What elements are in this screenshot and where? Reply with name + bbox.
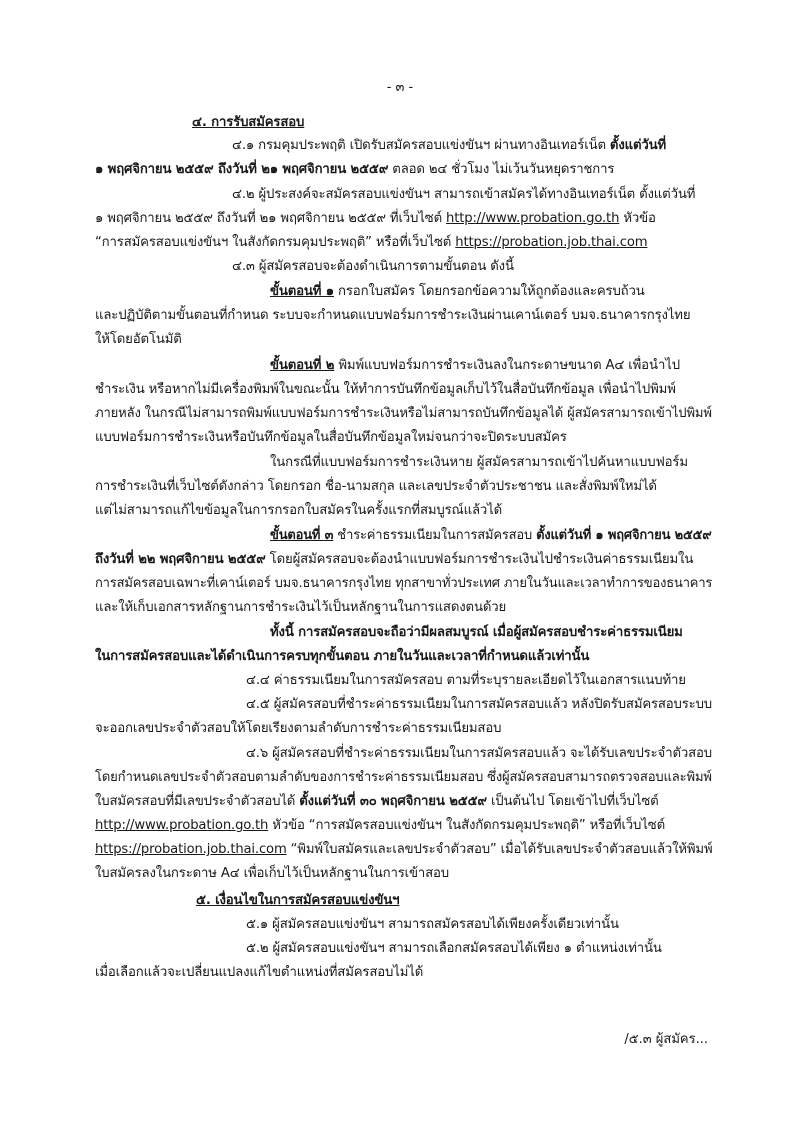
- step-1-line-3: ให้โดยอัตโนมัติ: [95, 332, 182, 347]
- step-2-line-3: ภายหลัง ในกรณีไม่สามารถพิมพ์แบบฟอร์มการชำระเงินหรือไม่สามารถบันทึกข้อมูลได้ ผู้สมัครสามารถเข้าไปพิมพ์: [95, 406, 712, 421]
- para-4-5-line-1: ๔.๕ ผู้สมัครสอบที่ชำระค่าธรรมเนียมในการสมัครสอบแล้ว หลังปิดรับสมัครสอบระบบ: [246, 697, 713, 712]
- step-3-line-2: ถึงวันที่ ๒๒ พฤศจิกายน ๒๕๕๙ โดยผู้สมัครสอบจะต้องนำแบบฟอร์มการชำระเงินไปชำระเงินค่าธรรมเนียมใน: [95, 552, 694, 567]
- para-4-1-line-2: ๑ พฤศจิกายน ๒๕๕๙ ถึงวันที่ ๒๑ พฤศจิกายน ๒๕๕๙ ตลอด ๒๔ ชั่วโมง ไม่เว้นวันหยุดราชการ: [95, 162, 615, 177]
- para-4-6-line-2: โดยกำหนดเลขประจำตัวสอบตามลำดับของการชำระค่าธรรมเนียมสอบ ซึ่งผู้สมัครสอบสามารถตรวจสอบและพิมพ์: [95, 770, 712, 785]
- job-thai-website-link-2[interactable]: https://probation.job.thai.com: [95, 842, 287, 857]
- step-3-line-3: การสมัครสอบเฉพาะที่เคาน์เตอร์ บมจ.ธนาคารกรุงไทย ทุกสาขาทั่วประเทศ ภายในวันและเวลาทำการของธนาคาร: [95, 576, 713, 591]
- para-4-2-line-2: ๑ พฤศจิกายน ๒๕๕๙ ถึงวันที่ ๒๑ พฤศจิกายน ๒๕๕๙ ที่เว็บไซต์ http://www.probation.go.th หัวข้อ: [95, 211, 656, 226]
- para-4-3-line-1: ๔.๓ ผู้สมัครสอบจะต้องดำเนินการตามขั้นตอน ดังนี้: [232, 259, 514, 274]
- lost-form-line-3: แต่ไม่สามารถแก้ไขข้อมูลในการกรอกใบสมัครในครั้งแรกที่สมบูรณ์แล้วได้: [95, 503, 503, 518]
- para-4-6-line-6: ใบสมัครลงในกระดาษ A๔ เพื่อเก็บไว้เป็นหลักฐานในการเข้าสอบ: [95, 866, 449, 881]
- section-5-title: ๕. เงื่อนไขในการสมัครสอบแข่งขันฯ: [196, 893, 400, 908]
- para-4-6-line-4: http://www.probation.go.th หัวข้อ “การสมัครสอบแข่งขันฯ ในสังกัดกรมคุมประพฤติ” หรือที่เว็บไซต์: [95, 818, 665, 833]
- step-1-line-1: ขั้นตอนที่ ๑ กรอกใบสมัคร โดยกรอกข้อความให้ถูกต้องและครบถ้วน: [270, 284, 645, 299]
- para-4-2-line-1: ๔.๒ ผู้ประสงค์จะสมัครสอบแข่งขันฯ สามารถเข้าสมัครได้ทางอินเทอร์เน็ต ตั้งแต่วันที่: [232, 187, 696, 202]
- section-4-title: ๔. การรับสมัครสอบ: [192, 115, 305, 130]
- probation-website-link-2[interactable]: http://www.probation.go.th: [95, 818, 269, 833]
- para-5-1: ๕.๑ ผู้สมัครสอบแข่งขันฯ สามารถสมัครสอบได้เพียงครั้งเดียวเท่านั้น: [246, 917, 619, 932]
- note-line-2: ในการสมัครสอบและได้ดำเนินการครบทุกขั้นตอน ภายในวันและเวลาที่กำหนดแล้วเท่านั้น: [95, 649, 590, 664]
- para-4-5-line-2: จะออกเลขประจำตัวสอบให้โดยเรียงตามลำดับการชำระค่าธรรมเนียมสอบ: [95, 721, 502, 736]
- note-line-1: ทั้งนี้ การสมัครสอบจะถือว่ามีผลสมบูรณ์ เมื่อผู้สมัครสอบชำระค่าธรรมเนียม: [270, 625, 683, 640]
- para-4-1-line-1: ๔.๑ กรมคุมประพฤติ เปิดรับสมัครสอบแข่งขันฯ ผ่านทางอินเทอร์เน็ต ตั้งแต่วันที่: [232, 138, 667, 153]
- job-thai-website-link[interactable]: https://probation.job.thai.com: [455, 235, 648, 250]
- para-4-6-line-5: https://probation.job.thai.com “พิมพ์ใบสมัครและเลขประจำตัวสอบ” เมื่อได้รับเลขประจำตัวสอบแล้วให้พิมพ์: [95, 842, 713, 857]
- para-4-6-line-3: ใบสมัครสอบที่มีเลขประจำตัวสอบได้ ตั้งแต่วันที่ ๓๐ พฤศจิกายน ๒๕๕๙ เป็นต้นไป โดยเข้าไปที่เว็บไซต์: [95, 794, 659, 809]
- para-4-6-line-1: ๔.๖ ผู้สมัครสอบที่ชำระค่าธรรมเนียมในการสมัครสอบแล้ว จะได้รับเลขประจำตัวสอบ: [246, 746, 712, 761]
- para-4-2-line-3: “การสมัครสอบแข่งขันฯ ในสังกัดกรมคุมประพฤติ” หรือที่เว็บไซต์ https://probation.job.thai.com: [95, 235, 648, 250]
- para-4-4: ๔.๔ ค่าธรรมเนียมในการสมัครสอบ ตามที่ระบุรายละเอียดไว้ในเอกสารแนบท้าย: [246, 673, 686, 688]
- page-number: - ๓ -: [386, 80, 414, 95]
- step-3-line-4: และให้เก็บเอกสารหลักฐานการชำระเงินไว้เป็นหลักฐานในการแสดงตนด้วย: [95, 600, 507, 615]
- lost-form-line-2: การชำระเงินที่เว็บไซต์ดังกล่าว โดยกรอก ชื่อ-นามสกุล และเลขประจำตัวประชาชน และสั่งพิมพ์ใหม่ได้: [95, 479, 657, 494]
- step-1-line-2: และปฏิบัติตามขั้นตอนที่กำหนด ระบบจะกำหนดแบบฟอร์มการชำระเงินผ่านเคาน์เตอร์ บมจ.ธนาคารกรุงไทย: [95, 308, 691, 323]
- step-2-line-1: ขั้นตอนที่ ๒ พิมพ์แบบฟอร์มการชำระเงินลงในกระดาษขนาด A๔ เพื่อนำไป: [270, 358, 680, 373]
- continuation-note: /๕.๓ ผู้สมัคร...: [624, 1032, 708, 1047]
- para-5-2-line-1: ๕.๒ ผู้สมัครสอบแข่งขันฯ สามารถเลือกสมัครสอบได้เพียง ๑ ตำแหน่งเท่านั้น: [246, 941, 662, 956]
- para-5-2-line-2: เมื่อเลือกแล้วจะเปลี่ยนแปลงแก้ไขตำแหน่งที่สมัครสอบไม่ได้: [95, 965, 424, 980]
- probation-website-link[interactable]: http://www.probation.go.th: [446, 211, 620, 226]
- step-2-line-2: ชำระเงิน หรือหากไม่มีเครื่องพิมพ์ในขณะนั้น ให้ทำการบันทึกข้อมูลเก็บไว้ในสื่อบันทึกข้อมูล เพื่อนำไปพิมพ์: [95, 382, 676, 397]
- lost-form-line-1: ในกรณีที่แบบฟอร์มการชำระเงินหาย ผู้สมัครสามารถเข้าไปค้นหาแบบฟอร์ม: [270, 455, 688, 470]
- step-3-line-1: ขั้นตอนที่ ๓ ชำระค่าธรรมเนียมในการสมัครสอบ ตั้งแต่วันที่ ๑ พฤศจิกายน ๒๕๕๙: [270, 528, 712, 543]
- step-2-line-4: แบบฟอร์มการชำระเงินหรือบันทึกข้อมูลในสื่อบันทึกข้อมูลใหม่จนกว่าจะปิดระบบสมัคร: [95, 430, 567, 445]
